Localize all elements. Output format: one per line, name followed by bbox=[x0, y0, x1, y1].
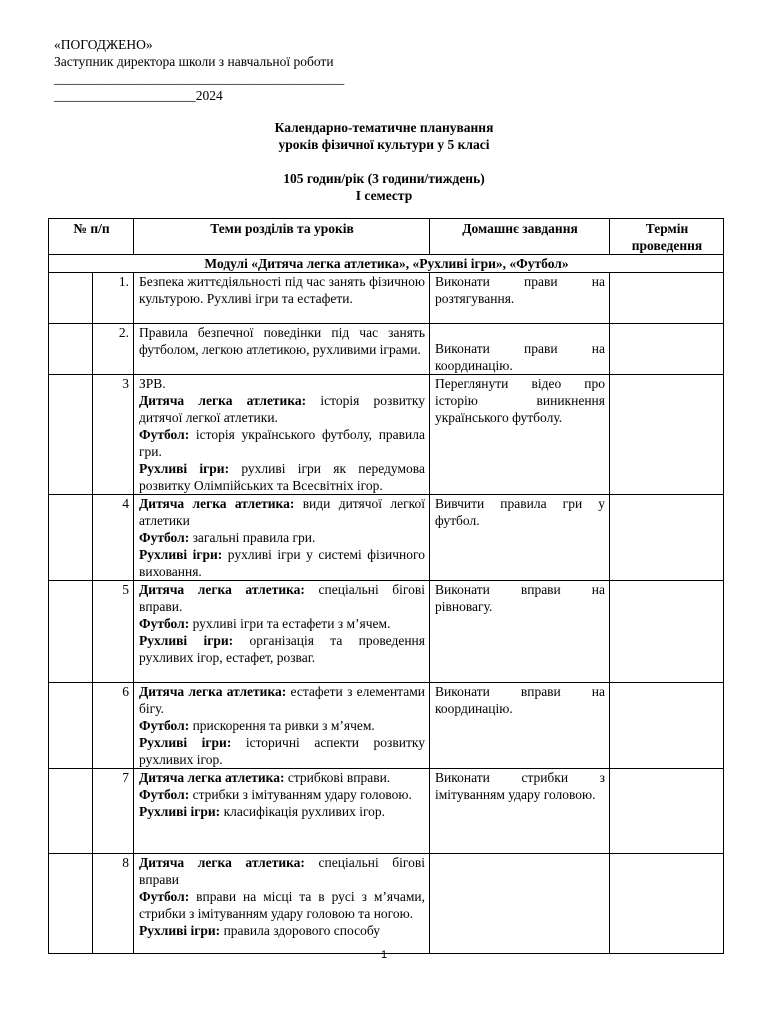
header-homework: Домашнє завдання bbox=[430, 219, 610, 255]
row-blank-cell bbox=[49, 324, 93, 375]
theme-football bbox=[139, 888, 425, 922]
row-blank-cell bbox=[49, 683, 93, 769]
theme-football bbox=[139, 529, 425, 546]
row-blank-cell bbox=[49, 375, 93, 495]
games-label: Рухливі ігри: bbox=[139, 923, 221, 938]
module-title: Модулі «Дитяча легка атлетика», «Рухливі ігри», «Футбол» bbox=[49, 255, 724, 273]
athletics-label: Дитяча легка атлетика: bbox=[139, 393, 307, 408]
page-number: 1 bbox=[380, 949, 388, 961]
football-label: Футбол: bbox=[139, 427, 190, 442]
games-label: Рухливі ігри: bbox=[139, 735, 232, 750]
football-text: прискорення та ривки з м’ячем. bbox=[189, 718, 375, 733]
theme-games bbox=[139, 922, 425, 939]
theme-athletics bbox=[139, 854, 425, 888]
row-term bbox=[610, 273, 724, 324]
semester-label: І семестр bbox=[355, 188, 413, 203]
theme-football bbox=[139, 615, 425, 632]
row-number: 3 bbox=[93, 375, 134, 495]
athletics-label: Дитяча легка атлетика: bbox=[139, 684, 287, 699]
row-homework: Виконати прави на розтягування. bbox=[430, 273, 610, 324]
theme-games bbox=[139, 632, 425, 666]
athletics-text: стрибкові вправи. bbox=[284, 770, 391, 785]
games-label: Рухливі ігри: bbox=[139, 633, 234, 648]
header-num: № п/п bbox=[49, 219, 134, 255]
games-text: організація та проведення рухливих ігор, естафет, розваг. bbox=[139, 633, 425, 665]
games-text: рухливі ігри у системі фізичного виховання. bbox=[139, 547, 425, 579]
plan-table bbox=[48, 218, 724, 954]
plan-subtitle bbox=[0, 170, 768, 204]
header-term: Термін проведення bbox=[610, 219, 724, 255]
games-text: рухливі ігри як передумова розвитку Олімпійських та Всесвітніх ігор. bbox=[139, 461, 425, 493]
games-label: Рухливі ігри: bbox=[139, 547, 223, 562]
row-theme: Правила безпечної поведінки під час занять футболом, легкою атлетикою, рухливими іграми. bbox=[134, 324, 430, 375]
row-blank-cell bbox=[49, 581, 93, 683]
row-theme: Безпека життєдіяльності під час занять фізичною культурою. Рухливі ігри та естафети. bbox=[134, 273, 430, 324]
row-term bbox=[610, 683, 724, 769]
approval-block bbox=[54, 36, 344, 104]
approval-position: Заступник директора школи з навчальної роботи bbox=[54, 54, 334, 69]
table-row bbox=[49, 375, 724, 495]
games-text: класифікація рухливих ігор. bbox=[220, 804, 386, 819]
athletics-text: історія розвитку дитячої легкої атлетики. bbox=[139, 393, 426, 425]
plan-title-line2: уроків фізичної культури у 5 класі bbox=[278, 137, 490, 152]
games-label: Рухливі ігри: bbox=[139, 804, 221, 819]
row-term bbox=[610, 375, 724, 495]
athletics-label: Дитяча легка атлетика: bbox=[139, 582, 305, 597]
row-term bbox=[610, 854, 724, 954]
table-row bbox=[49, 769, 724, 854]
table-row bbox=[49, 324, 724, 375]
athletics-text: види дитячої легкої атлетики bbox=[139, 496, 425, 528]
football-label: Футбол: bbox=[139, 530, 190, 545]
theme-football bbox=[139, 426, 425, 460]
table-header-row bbox=[49, 219, 724, 255]
football-text: рухливі ігри та естафети з м’ячем. bbox=[189, 616, 391, 631]
table-row bbox=[49, 273, 724, 324]
athletics-text: спеціальні бігові вправи. bbox=[139, 582, 425, 614]
athletics-label: Дитяча легка атлетика: bbox=[139, 496, 295, 511]
row-homework: Виконати прави на координацію. bbox=[430, 324, 610, 375]
row-term bbox=[610, 324, 724, 375]
table-row bbox=[49, 581, 724, 683]
approval-signature-line: ___________________________________________ bbox=[54, 71, 345, 86]
plan-title bbox=[0, 119, 768, 153]
theme-athletics bbox=[139, 683, 425, 717]
row-blank-cell bbox=[49, 854, 93, 954]
football-label: Футбол: bbox=[139, 787, 190, 802]
row-blank-cell bbox=[49, 769, 93, 854]
approval-date-line: _____________________2024 bbox=[54, 88, 223, 103]
row-blank-cell bbox=[49, 273, 93, 324]
row-term bbox=[610, 581, 724, 683]
row-blank-cell bbox=[49, 495, 93, 581]
football-text: стрибки з імітуванням удару головою. bbox=[189, 787, 412, 802]
athletics-text: естафети з елементами бігу. bbox=[139, 684, 425, 716]
table-row bbox=[49, 495, 724, 581]
football-text: загальні правила гри. bbox=[189, 530, 316, 545]
row-theme bbox=[134, 581, 430, 683]
row-number: 4 bbox=[93, 495, 134, 581]
row-term bbox=[610, 769, 724, 854]
football-label: Футбол: bbox=[139, 718, 190, 733]
theme-games bbox=[139, 734, 425, 768]
row-homework: Виконати вправи на координацію. bbox=[430, 683, 610, 769]
row-number: 6 bbox=[93, 683, 134, 769]
theme-football bbox=[139, 717, 425, 734]
row-homework: Переглянути відео про історію виникнення українського футболу. bbox=[430, 375, 610, 495]
theme-intro: ЗРВ. bbox=[139, 376, 166, 391]
theme-athletics bbox=[139, 392, 425, 426]
row-number: 5 bbox=[93, 581, 134, 683]
football-label: Футбол: bbox=[139, 889, 190, 904]
games-text: правила здорового способу bbox=[220, 923, 380, 938]
row-homework: Вивчити правила гри у футбол. bbox=[430, 495, 610, 581]
football-label: Футбол: bbox=[139, 616, 190, 631]
table-row bbox=[49, 683, 724, 769]
row-term bbox=[610, 495, 724, 581]
row-theme bbox=[134, 375, 430, 495]
approval-title: «ПОГОДЖЕНО» bbox=[54, 37, 153, 52]
row-theme bbox=[134, 495, 430, 581]
athletics-text: спеціальні бігові вправи bbox=[139, 855, 425, 887]
football-text: вправи на місці та в русі з м’ячами, стрибки з імітуванням удару головою та ногою. bbox=[139, 889, 425, 921]
theme-athletics bbox=[139, 769, 425, 786]
theme-games bbox=[139, 546, 425, 580]
row-number: 7 bbox=[93, 769, 134, 854]
row-theme bbox=[134, 683, 430, 769]
theme-athletics bbox=[139, 495, 425, 529]
row-number: 1. bbox=[93, 273, 134, 324]
theme-games bbox=[139, 460, 425, 494]
athletics-label: Дитяча легка атлетика: bbox=[139, 770, 285, 785]
row-homework bbox=[430, 854, 610, 954]
athletics-label: Дитяча легка атлетика: bbox=[139, 855, 305, 870]
football-text: історія українського футболу, правила гри. bbox=[139, 427, 425, 459]
theme-football bbox=[139, 786, 425, 803]
row-number: 8 bbox=[93, 854, 134, 954]
row-theme bbox=[134, 854, 430, 954]
theme-athletics bbox=[139, 581, 425, 615]
row-homework: Виконати вправи на рівновагу. bbox=[430, 581, 610, 683]
header-themes: Теми розділів та уроків bbox=[134, 219, 430, 255]
theme-games bbox=[139, 803, 425, 820]
module-row bbox=[49, 255, 724, 273]
row-theme bbox=[134, 769, 430, 854]
row-number: 2. bbox=[93, 324, 134, 375]
games-label: Рухливі ігри: bbox=[139, 461, 230, 476]
table-row bbox=[49, 854, 724, 954]
plan-title-line1: Календарно-тематичне планування bbox=[274, 120, 494, 135]
hours-per-year: 105 годин/рік (3 години/тиждень) bbox=[283, 171, 485, 186]
row-homework: Виконати стрибки з імітуванням удару головою. bbox=[430, 769, 610, 854]
games-text: історичні аспекти розвитку рухливих ігор. bbox=[139, 735, 425, 767]
